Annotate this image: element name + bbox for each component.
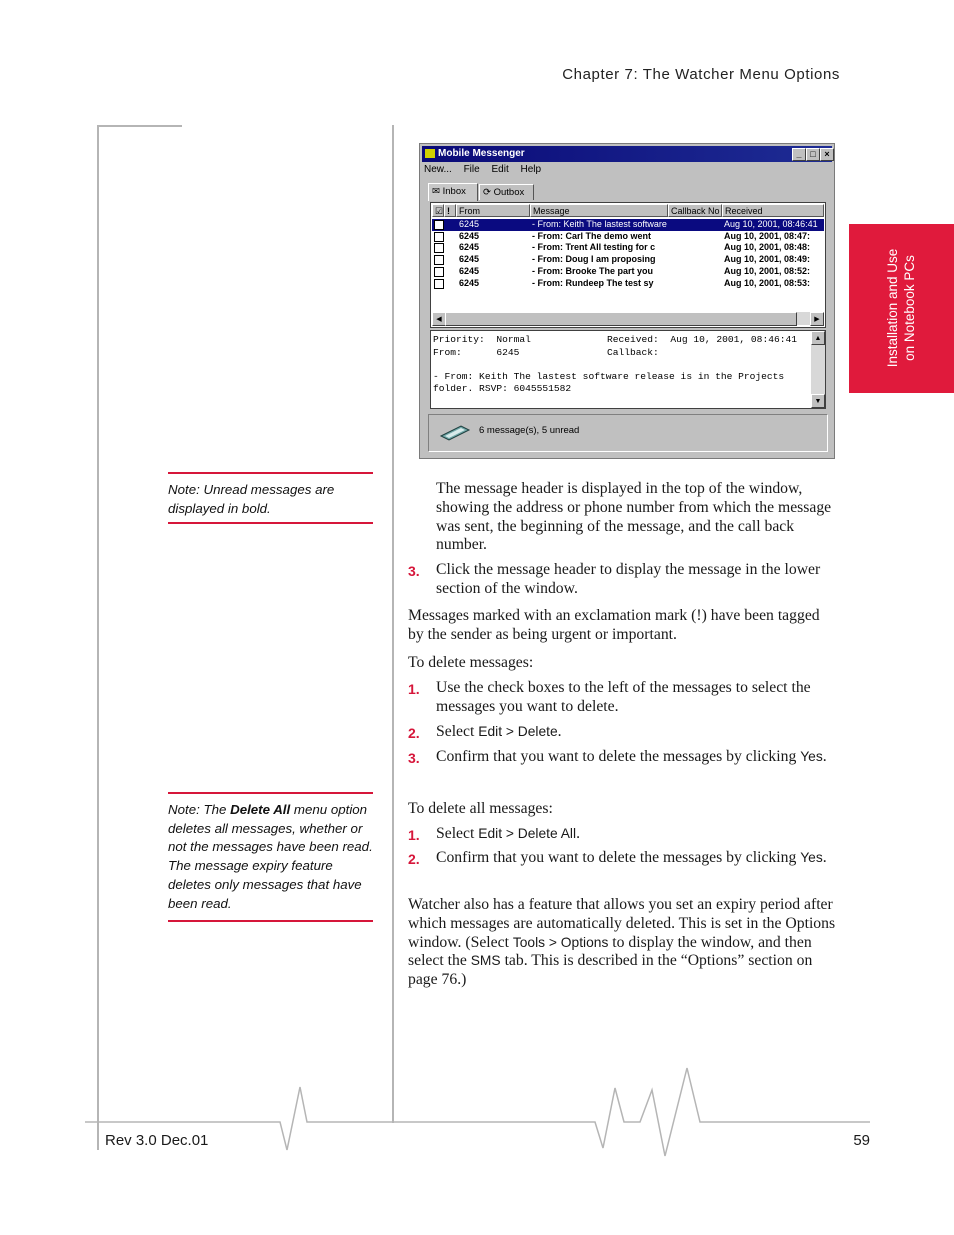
detail-from: From: 6245 (433, 346, 520, 358)
tab-outbox-label: Outbox (493, 187, 525, 198)
ui-sms: SMS (470, 953, 501, 969)
column-message[interactable]: Message (530, 204, 668, 217)
step-confirm-delete (436, 748, 842, 767)
message-row[interactable] (432, 231, 824, 243)
row-checkbox[interactable] (434, 243, 444, 253)
expiry-text-1: Watcher also has a feature that allows you set an expiry period after which messages are automatically deleted. This is set in the Options window. (Select (408, 896, 836, 951)
note-delete-all-prefix: Note: The (168, 802, 231, 817)
column-urgent[interactable]: ! (444, 204, 456, 217)
row-message: - From: Doug I am proposing (532, 254, 656, 265)
row-checkbox[interactable] (434, 220, 444, 230)
scroll-thumb[interactable] (445, 312, 797, 326)
menu-file[interactable]: File (463, 164, 480, 175)
app-icon (425, 149, 435, 158)
detail-callback: Callback: (607, 346, 659, 358)
note-unread-bold (168, 472, 373, 524)
detail-body-line1: - From: Keith The lastest software release is in the Projects (433, 371, 785, 382)
step-number: 2. (408, 725, 420, 741)
note-delete-all-bold: Delete All (230, 802, 291, 817)
frame-left-line (97, 125, 99, 1150)
step-number: 1. (408, 827, 420, 843)
frame-top-line (97, 125, 182, 127)
close-icon[interactable]: × (820, 148, 834, 161)
column-callback[interactable]: Callback No (668, 204, 722, 217)
side-tab-line1: Installation and Use (885, 248, 900, 368)
row-message: - From: Brooke The part you (532, 265, 654, 276)
message-detail-pane (430, 330, 826, 409)
message-row[interactable] (432, 242, 824, 254)
menu-help[interactable]: Help (520, 164, 542, 175)
column-check[interactable]: ☑ (432, 204, 444, 217)
message-row[interactable] (432, 219, 824, 231)
vertical-scrollbar[interactable] (811, 331, 825, 408)
note-delete-all (168, 792, 373, 922)
row-from: 6245 (459, 265, 480, 276)
row-checkbox[interactable] (434, 279, 444, 289)
step-number: 3. (408, 750, 420, 766)
message-list (430, 202, 826, 328)
scroll-right-icon[interactable]: ▶ (810, 312, 824, 326)
row-received: Aug 10, 2001, 08:49: (724, 254, 811, 265)
row-from: 6245 (459, 230, 480, 241)
outbox-icon: ⟳ (483, 187, 491, 198)
status-bar (428, 414, 828, 452)
step-select-edit-delete (436, 723, 842, 742)
detail-received: Received: Aug 10, 2001, 08:46:41 (607, 334, 797, 345)
paragraph-urgent: Messages marked with an exclamation mark (!) have been tagged by the sender as being urgent or important. (408, 607, 820, 643)
step-text-end: . (822, 849, 827, 866)
row-received: Aug 10, 2001, 08:52: (724, 265, 811, 276)
row-from: 6245 (459, 219, 480, 229)
row-received: Aug 10, 2001, 08:46:41 (724, 219, 818, 229)
row-message: - From: Keith The lastest software (532, 219, 667, 229)
message-row[interactable] (432, 278, 824, 290)
row-from: 6245 (459, 242, 480, 253)
row-checkbox[interactable] (434, 267, 444, 277)
page-number: 59 (853, 1132, 870, 1149)
heading-delete-messages: To delete messages: (408, 654, 534, 671)
ui-yes: Yes (800, 850, 823, 865)
ui-tools-options: Tools > Options (512, 934, 609, 950)
inbox-icon: ✉ (432, 186, 440, 197)
step-select-checkboxes: Use the check boxes to the left of the messages to select the messages you want to delete. (436, 679, 811, 715)
scroll-left-icon[interactable]: ◀ (432, 312, 446, 326)
minimize-icon[interactable]: _ (792, 148, 806, 161)
paragraph-header-description: The message header is displayed in the top of the window, showing the address or phone number from which the message was sent, the beginning of the message, and the call back number. (436, 480, 832, 554)
footer-revision: Rev 3.0 Dec.01 (105, 1132, 209, 1149)
step-click-header: Click the message header to display the message in the lower section of the window. (436, 561, 821, 597)
expiry-text-3: tab. This is described in the “Options” section on page 76.) (408, 952, 813, 989)
step-text-end: . (822, 748, 827, 765)
step-confirm-delete-all (436, 849, 842, 868)
row-received: Aug 10, 2001, 08:48: (724, 242, 811, 253)
note-delete-all-text: menu option deletes all messages, whether or not the messages have been read. The message expiry feature deletes only messages that have been read. (168, 802, 373, 911)
row-received: Aug 10, 2001, 08:47: (724, 230, 811, 241)
note-unread-text: Note: Unread messages are displayed in bold. (168, 482, 335, 516)
horizontal-scrollbar[interactable] (432, 312, 824, 325)
maximize-icon[interactable]: □ (806, 148, 820, 161)
ui-yes: Yes (800, 749, 823, 764)
heading-delete-all: To delete all messages: (408, 800, 553, 817)
message-row[interactable] (432, 266, 824, 278)
detail-priority: Priority: Normal (433, 334, 531, 345)
step-text: Confirm that you want to delete the messages by clicking (436, 849, 801, 866)
menu-edit[interactable]: Edit (491, 164, 509, 175)
menu-new[interactable]: New... (424, 164, 452, 175)
section-side-tab (849, 224, 954, 393)
column-received[interactable]: Received (722, 204, 824, 217)
mobile-messenger-window (419, 143, 835, 459)
window-title: Mobile Messenger (438, 148, 525, 159)
ui-edit-delete-all: Edit > Delete All (478, 826, 577, 841)
row-received: Aug 10, 2001, 08:53: (724, 277, 811, 288)
phone-card-icon (439, 424, 471, 442)
window-title-bar (422, 146, 832, 162)
detail-body-line2: folder. RSVP: 6045551582 (433, 383, 572, 395)
row-message: - From: Rundeep The test sy (532, 277, 654, 288)
tab-outbox[interactable] (479, 184, 534, 200)
step-number: 2. (408, 851, 420, 867)
step-text: Select (436, 723, 479, 740)
scroll-down-icon[interactable]: ▼ (811, 394, 825, 408)
row-from: 6245 (459, 277, 480, 288)
step-text-end: . (576, 825, 580, 842)
expiry-text-2: to display the window, and then select the (408, 933, 812, 970)
step-text: Confirm that you want to delete the messages by clicking (436, 748, 801, 765)
status-text: 6 message(s), 5 unread (479, 425, 580, 436)
row-checkbox[interactable] (434, 232, 444, 242)
column-divider-line (392, 125, 394, 1123)
row-message: - From: Carl The demo went (532, 230, 652, 241)
paragraph-expiry (408, 896, 842, 990)
step-text: Select (436, 825, 479, 842)
ui-edit-delete: Edit > Delete (478, 724, 558, 739)
tab-inbox[interactable] (428, 183, 478, 201)
step-text-end: . (557, 723, 562, 740)
window-menu-bar (424, 164, 550, 175)
message-row[interactable] (432, 254, 824, 266)
scroll-up-icon[interactable]: ▲ (811, 331, 825, 345)
step-number: 1. (408, 681, 420, 697)
row-checkbox[interactable] (434, 255, 444, 265)
side-tab-line2: on Notebook PCs (902, 255, 917, 361)
row-from: 6245 (459, 254, 480, 265)
tab-inbox-label: Inbox (442, 186, 466, 197)
chapter-header: Chapter 7: The Watcher Menu Options (562, 66, 840, 83)
footer-signal-line (0, 1060, 954, 1170)
step-select-delete-all (436, 825, 842, 844)
step-number: 3. (408, 563, 420, 579)
column-from[interactable]: From (456, 204, 530, 217)
row-message: - From: Trent All testing for c (532, 242, 656, 253)
